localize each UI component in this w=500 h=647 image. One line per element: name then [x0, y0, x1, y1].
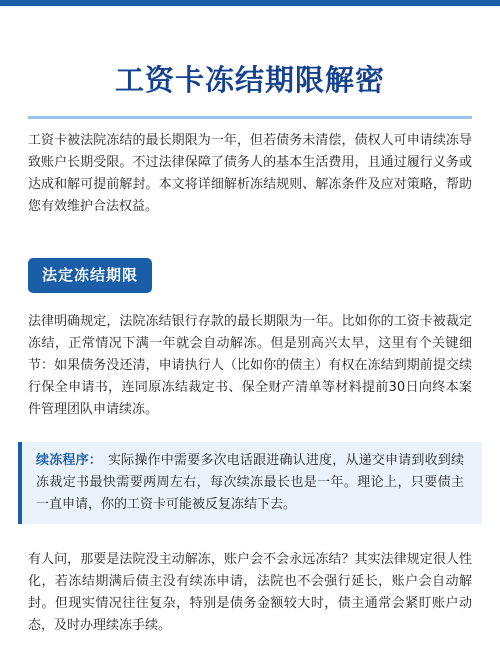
callout-label: 续冻程序： — [36, 453, 102, 468]
callout-paragraph — [36, 450, 464, 516]
callout-text: 实际操作中需要多次电话跟进确认进度，从递交申请到收到续冻裁定书最快需要两周左右，每次续冻最长也是一年。理论上，只要债主一直申请，你的工资卡可能被反复冻结下去。 — [36, 453, 464, 512]
callout-box — [18, 442, 482, 524]
title-underline — [28, 116, 472, 119]
intro-paragraph: 工资卡被法院冻结的最长期限为一年，但若债务未清偿，债权人可申请续冻导致账户长期受限。不过法律保障了债务人的基本生活费用，且通过履行义务或达成和解可提前解封。本文将详细解析冻结规则、解冻条件及应对策略，帮助您有效维护合法权益。 — [28, 133, 472, 214]
section-body-paragraph: 法律明确规定，法院冻结银行存款的最长期限为一年。比如你的工资卡被裁定冻结，正常情况下满一年就会自动解冻。但是别高兴太早，这里有个关键细节：如果债务没还清，申请执行人（比如你的债主）有权在冻结到期前提交续行保全申请书，连同原冻结裁定书、保全财产清单等材料提前30日向终本案件管理团队申请续冻。 — [28, 314, 472, 417]
section-heading-badge: 法定冻结期限 — [28, 258, 152, 293]
page-title: 工资卡冻结期限解密 — [114, 63, 385, 97]
article-page — [0, 6, 500, 647]
closing-paragraph: 有人问，那要是法院没主动解冻，账户会不会永远冻结？其实法律规定很人性化，若冻结期满后债主没有续冻申请，法院也不会强行延长，账户会自动解封。但现实情况往往复杂，特别是债务金额较大时，债主通常会紧盯账户动态，及时办理续冻手续。 — [28, 552, 472, 633]
